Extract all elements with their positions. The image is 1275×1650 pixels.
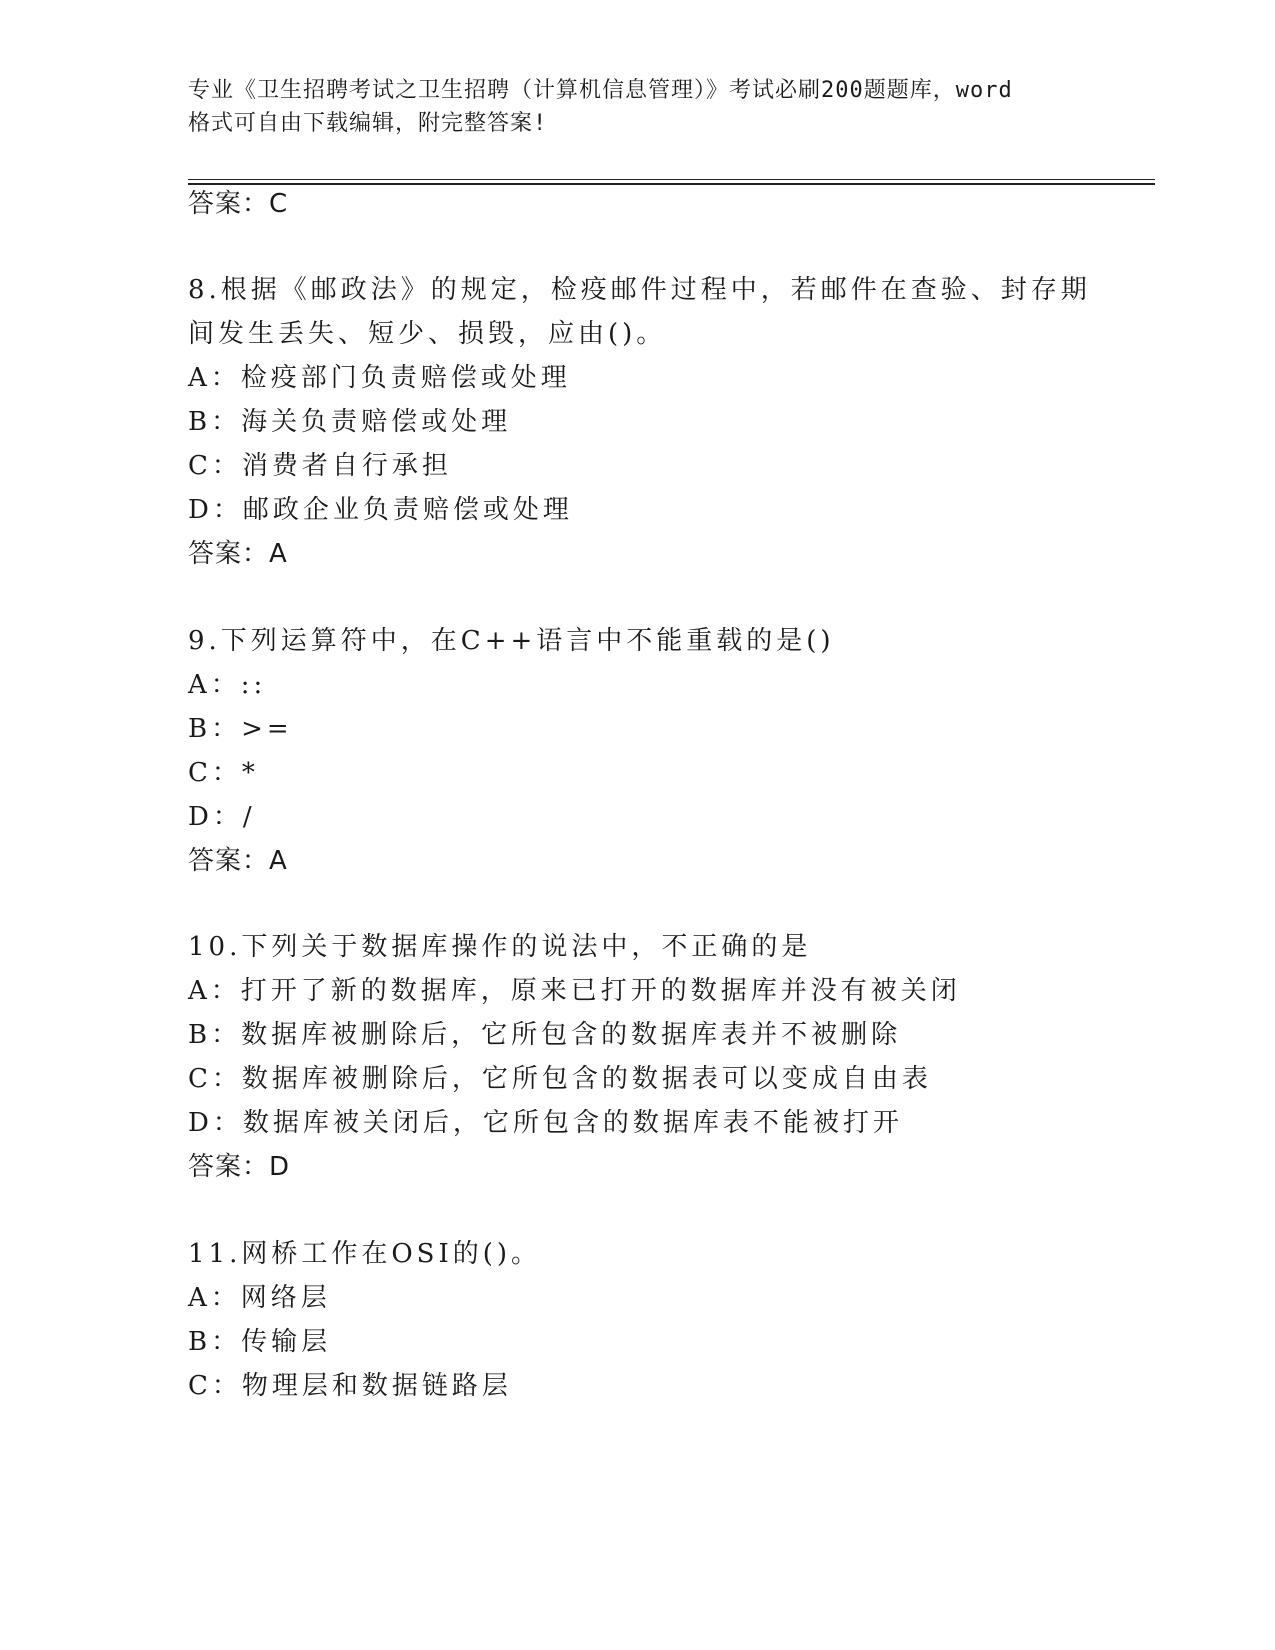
question-11-stem: 11.网桥工作在OSI的()。: [188, 1239, 542, 1269]
question-10-stem: 10.下列关于数据库操作的说法中，不正确的是: [188, 932, 812, 962]
question-11-option-b: B：传输层: [188, 1327, 332, 1357]
question-11-option-a: A：网络层: [188, 1283, 331, 1313]
question-10-option-c: C：数据库被删除后，它所包含的数据表可以变成自由表: [188, 1064, 932, 1094]
question-10-option-b: B：数据库被删除后，它所包含的数据库表并不被删除: [188, 1020, 902, 1050]
question-8-stem-line-2: 间发生丢失、短少、损毁，应由()。: [188, 319, 667, 349]
question-8-option-a: A：检疫部门负责赔偿或处理: [188, 363, 571, 393]
question-11-option-c: C：物理层和数据链路层: [188, 1371, 512, 1401]
question-9-stem: 9.下列运算符中，在C++语言中不能重载的是(): [188, 626, 835, 656]
question-9-option-a: A：::: [188, 670, 267, 700]
question-10-answer: 答案：D: [188, 1152, 291, 1182]
question-9-option-c: C：*: [188, 758, 259, 788]
question-9-answer: 答案：A: [188, 846, 288, 876]
question-8-answer: 答案：A: [188, 539, 288, 569]
header-divider-thick: [188, 183, 1155, 185]
question-9-option-d: D：/: [188, 802, 256, 832]
header-line-1: 专业《卫生招聘考试之卫生招聘（计算机信息管理）》考试必刷200题题库，word: [188, 78, 1013, 103]
document-header: [188, 74, 1088, 140]
question-8-option-d: D：邮政企业负责赔偿或处理: [188, 495, 573, 525]
question-9-option-b: B：>=: [188, 714, 293, 744]
question-8-option-b: B：海关负责赔偿或处理: [188, 407, 512, 437]
header-divider-thin: [188, 179, 1155, 180]
question-10-option-a: A：打开了新的数据库，原来已打开的数据库并没有被关闭: [188, 976, 961, 1006]
answer-line: 答案：C: [188, 189, 289, 219]
header-line-2: 格式可自由下载编辑，附完整答案!: [188, 111, 548, 136]
question-10-option-d: D：数据库被关闭后，它所包含的数据库表不能被打开: [188, 1108, 903, 1138]
question-8-stem-line-1: 8.根据《邮政法》的规定，检疫邮件过程中，若邮件在查验、封存期: [188, 275, 1091, 305]
question-8-option-c: C：消费者自行承担: [188, 451, 452, 481]
